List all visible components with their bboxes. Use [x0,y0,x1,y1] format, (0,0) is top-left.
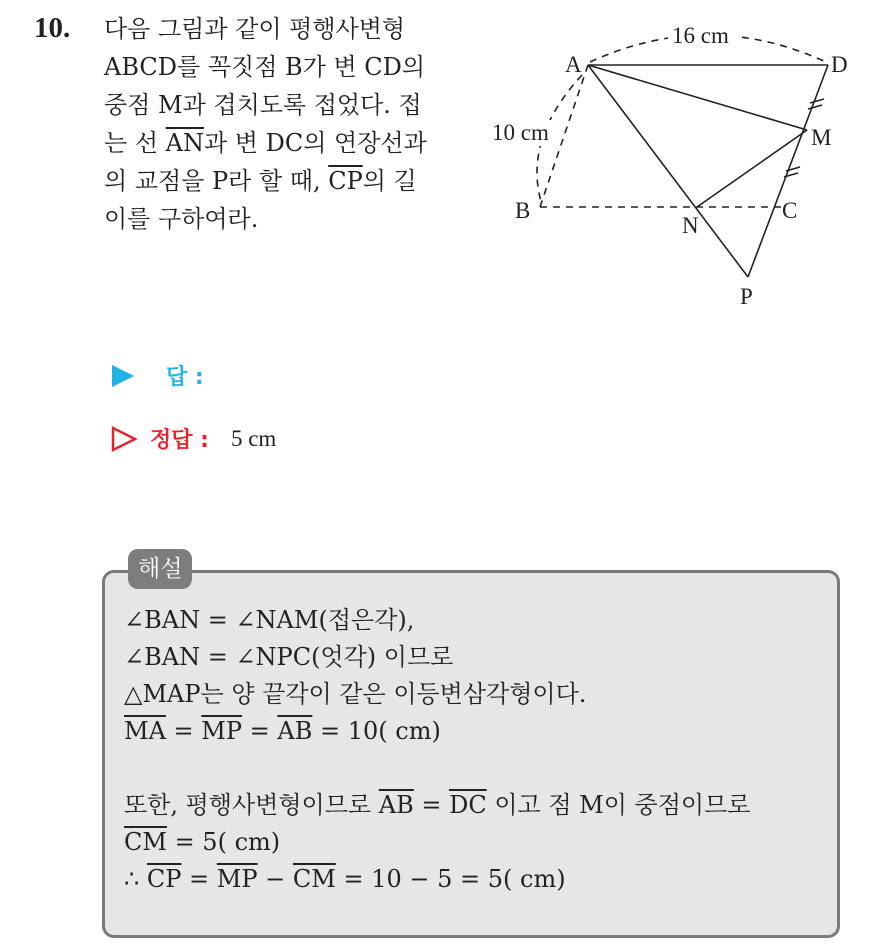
explanation-tag: 해설 [128,549,192,589]
question-number: 10. [34,12,71,44]
segment-cp: $\overline{CP}$ [328,167,363,195]
segment-ma: $\overline{MA}$ [124,717,166,745]
label-b: B [515,198,531,223]
length-16cm: 16 cm [672,23,729,48]
equals-sign: = [413,791,450,819]
answer-label: 답 : [166,365,204,390]
question-line: ABCD를 꼭짓점 B가 변 CD의 [104,53,426,81]
explanation-line: ∠BAN = ∠NAM(접은각), [124,606,415,634]
correct-answer-row [110,423,276,454]
question-line-text: 과 변 DC의 연장선과 [203,129,427,157]
answer-row [110,360,204,391]
explanation-text-part: = 10 − 5 = 5( cm) [335,865,566,893]
minus-sign: − [257,865,293,893]
segment-ap [588,65,748,277]
segment-mp: $\overline{MP}$ [216,865,258,893]
geometry-figure [480,18,880,318]
equals-sign: = [242,717,278,745]
tick-mark [810,99,824,103]
question-line-text: 의 교점을 P라 할 때, [104,167,329,195]
segment-ab: $\overline{AB}$ [277,717,313,745]
explanation-text-part: 이고 점 M이 중점이므로 [486,791,751,819]
label-n: N [682,213,699,238]
label-d: D [831,52,848,77]
question-line-text: 의 길 [362,167,417,195]
equals-sign: = [165,717,202,745]
equals-sign: = [181,865,217,893]
label-c: C [782,198,798,223]
segment-mp: $\overline{MP}$ [201,717,243,745]
segment-cp: $\overline{CP}$ [146,865,182,893]
length-10cm: 10 cm [492,120,549,145]
label-p: P [740,284,753,309]
explanation-line: ∠BAN = ∠NPC(엇각) 이므로 [124,643,454,671]
segment-cm: $\overline{CM}$ [292,865,336,893]
question-line: 다음 그림과 같이 평행사변형 [104,15,406,43]
therefore-sign: ∴ [124,865,147,893]
segment-mn [697,130,807,207]
label-m: M [811,125,832,150]
question-text [104,10,484,238]
segment-am [588,65,807,130]
play-arrow-icon [110,363,136,389]
outline-arrow-icon [110,425,138,453]
question-line: 이를 구하여라. [104,205,259,233]
label-a: A [565,52,582,77]
question-line: 중점 M과 겹치도록 접었다. 접 [104,91,422,119]
explanation-line [124,713,750,750]
tick-mark [808,105,822,109]
question-line-text: 는 선 [104,129,166,157]
question-line [104,162,484,200]
segment-an: $\overline{AN}$ [165,129,204,157]
correct-answer-label: 정답 : [150,428,209,453]
explanation-line: △MAP는 양 끝각이 같은 이등변삼각형이다. [124,680,587,708]
explanation-text-part: = 10( cm) [312,717,441,745]
explanation-text-part: = 5( cm) [166,828,281,856]
correct-answer-value: 5 cm [230,425,277,451]
explanation-text-part: 또한, 평행사변형이므로 [124,791,379,819]
segment-cm: $\overline{CM}$ [124,828,167,856]
explanation-line [124,787,750,824]
explanation-text [124,602,750,898]
explanation-line [124,824,750,861]
question-line [104,124,484,162]
explanation-line [124,861,750,898]
segment-ab: $\overline{AB}$ [378,791,414,819]
segment-dc: $\overline{DC}$ [449,791,487,819]
